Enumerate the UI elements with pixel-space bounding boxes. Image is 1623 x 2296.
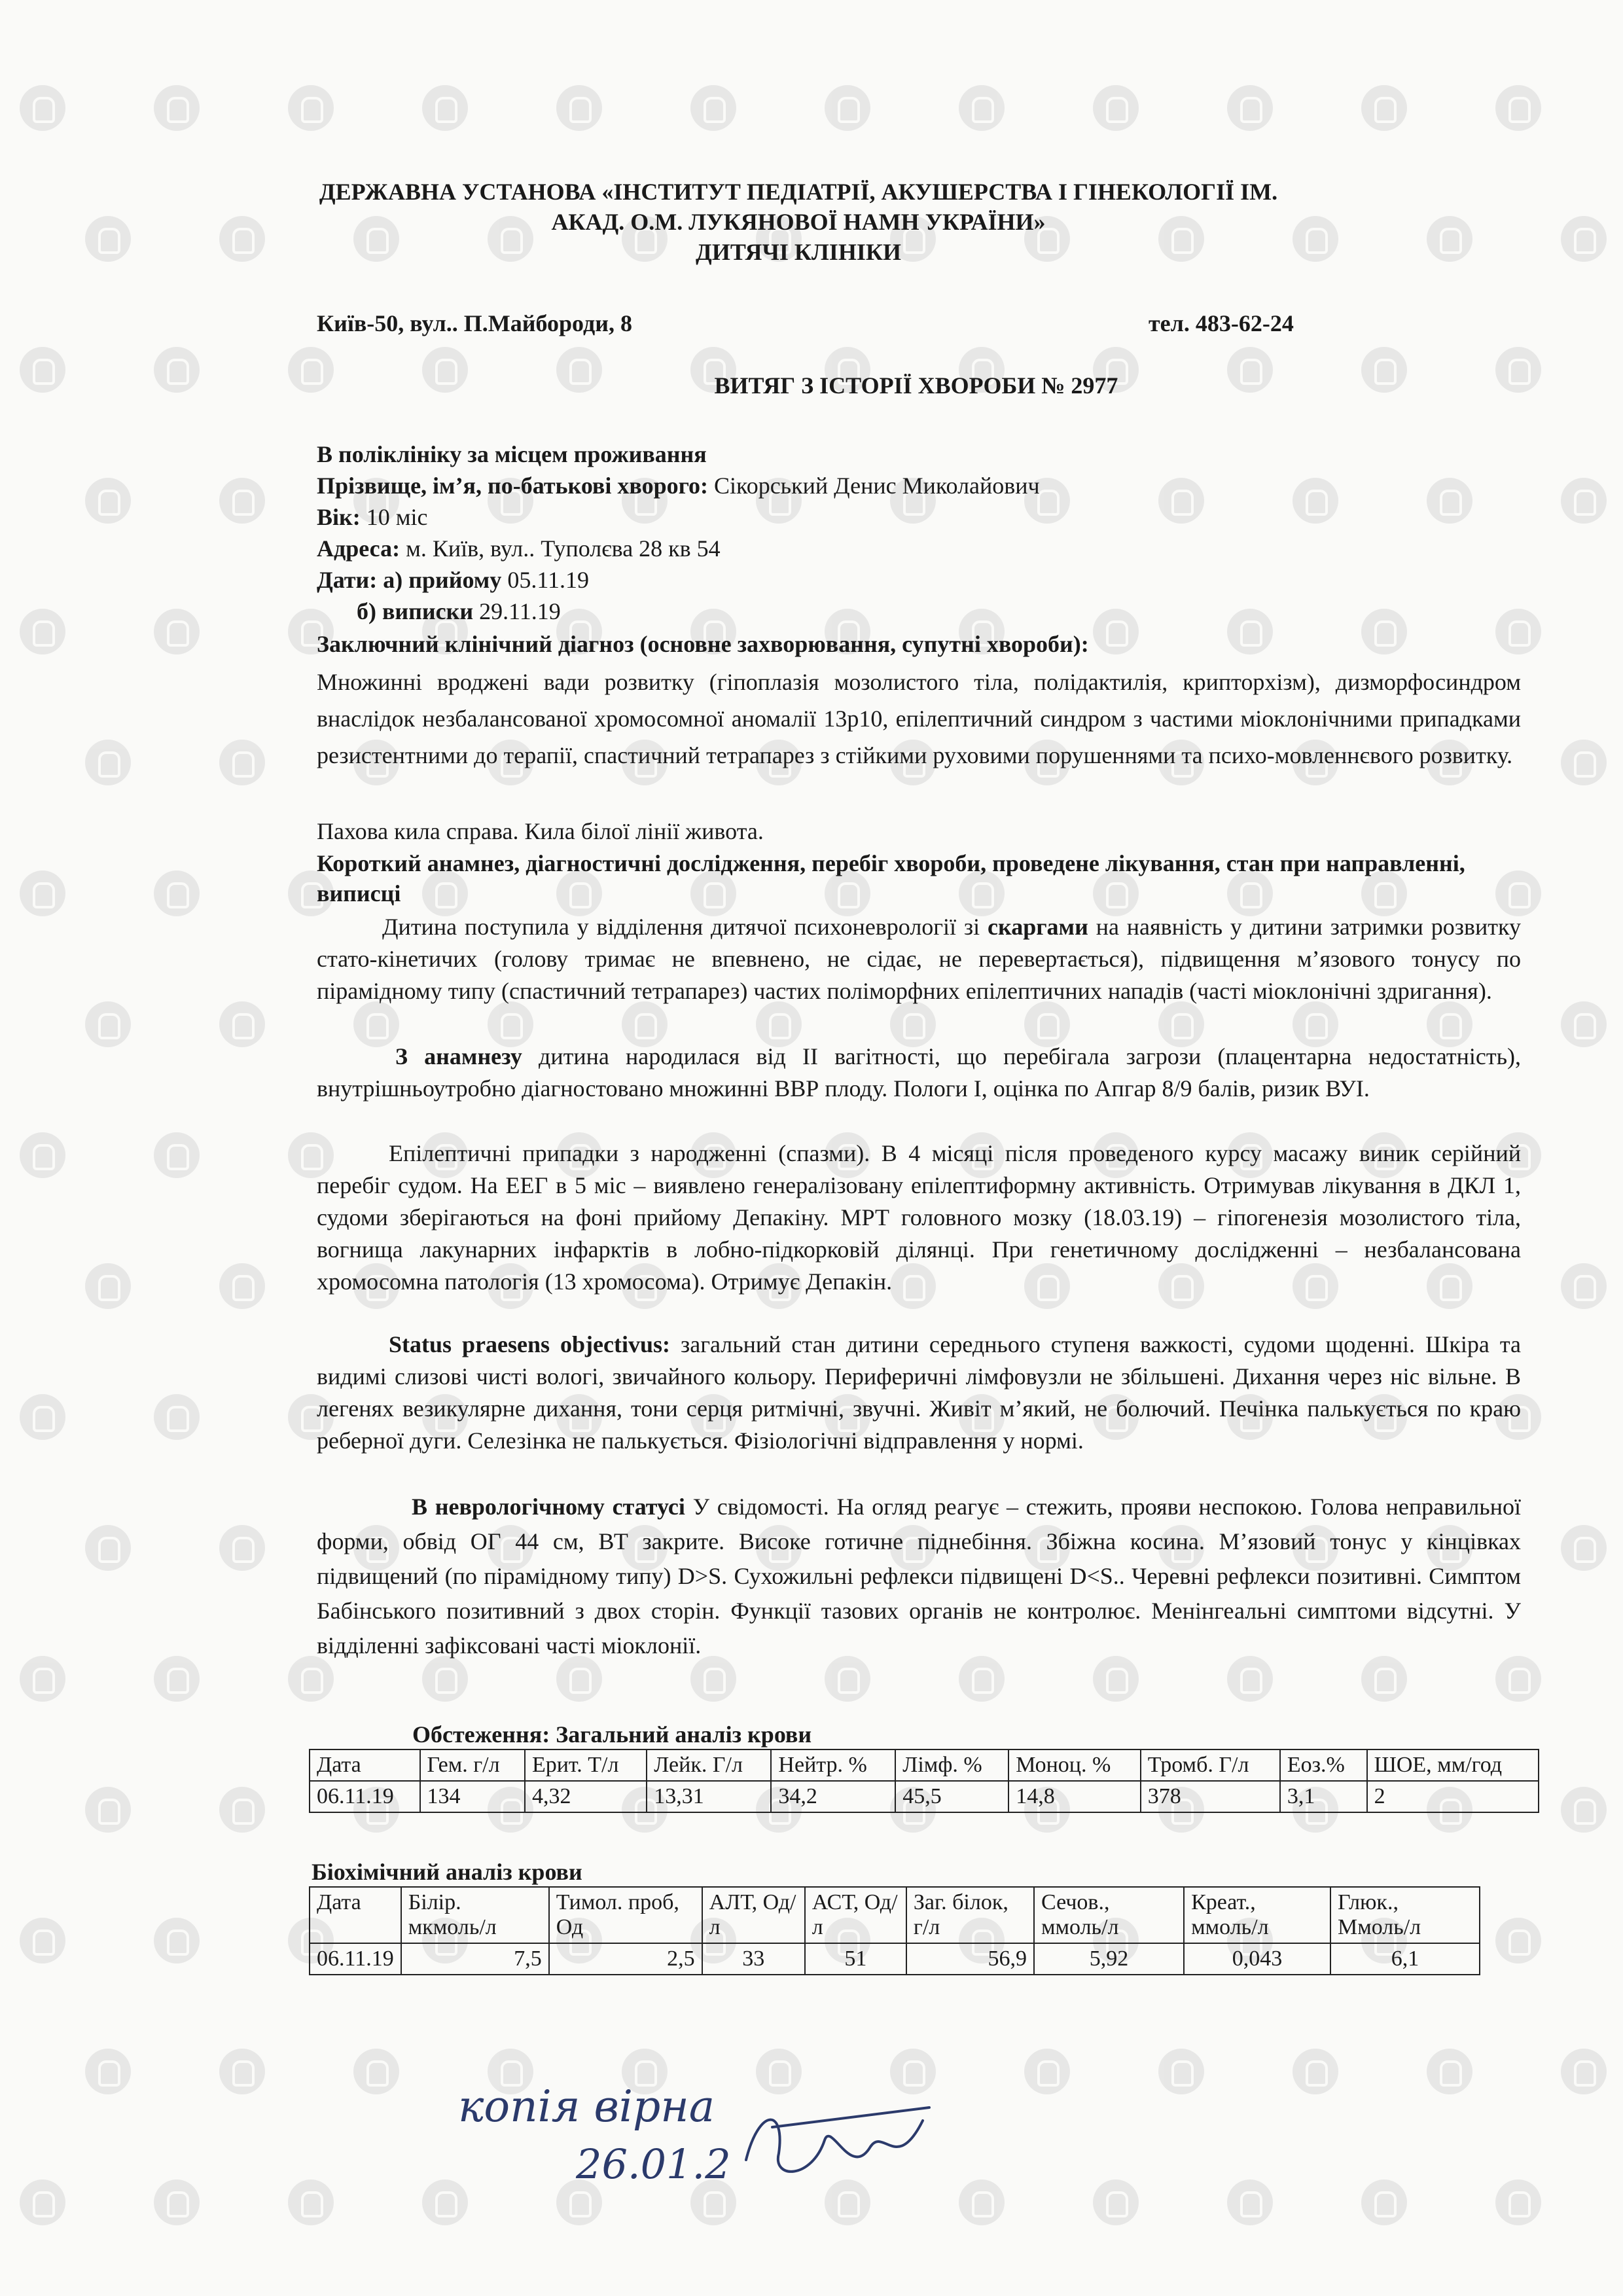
table-cell: 7,5 bbox=[401, 1943, 549, 1975]
watermark-logo-icon bbox=[20, 1918, 65, 1964]
table-cell: 378 bbox=[1141, 1781, 1280, 1812]
complaints-text: на наявність у дитини затримки розвитку стато-кінетичих (голову тримає не впевнено, не сідає, не перевертається), підвищення м’язового тонусу по пірамідному типу (спастичний тетрапарез) частих поліморфних епілептичних нападів (часті міоклонічні здригання). bbox=[317, 914, 1521, 1004]
biochem-analysis-table bbox=[309, 1886, 1480, 1975]
watermark-logo-icon bbox=[1227, 85, 1273, 131]
table-cell: 34,2 bbox=[771, 1781, 895, 1812]
patient-name-row bbox=[317, 471, 1040, 500]
table-cell: 5,92 bbox=[1034, 1943, 1184, 1975]
table-header-cell: Сечов., ммоль/л bbox=[1034, 1887, 1184, 1943]
watermark-logo-icon bbox=[20, 1132, 65, 1178]
watermark-logo-icon bbox=[556, 85, 602, 131]
table-header-cell: Білір. мкмоль/л bbox=[401, 1887, 549, 1943]
watermark-logo-icon bbox=[85, 1787, 131, 1833]
neuro-status-paragraph bbox=[317, 1490, 1521, 1663]
institution-address: Київ-50, вул.. П.Майбороди, 8 bbox=[317, 310, 632, 336]
diagnosis-extra: Пахова кила справа. Кила білої лінії живота. bbox=[317, 818, 764, 844]
table-header-cell: Тимол. проб, Од bbox=[549, 1887, 702, 1943]
patient-age-label: Вік: bbox=[317, 504, 361, 530]
watermark-logo-icon bbox=[1495, 85, 1541, 131]
watermark-logo-icon bbox=[20, 85, 65, 131]
institution-name-line1: ДЕРЖАВНА УСТАНОВА «ІНСТИТУТ ПЕДІАТРІЇ, АКУШЕРСТВА І ГІНЕКОЛОГІЇ ІМ. bbox=[319, 179, 1278, 205]
institution-name-line2: АКАД. О.М. ЛУКЯНОВОЇ НАМН УКРАЇНИ» bbox=[551, 209, 1046, 235]
complaints-keyword: скаргами bbox=[988, 914, 1088, 940]
watermark-logo-icon bbox=[154, 85, 200, 131]
watermark-logo-icon bbox=[219, 1787, 265, 1833]
table-header-cell: Гем. г/л bbox=[420, 1749, 525, 1781]
watermark-logo-icon bbox=[154, 1918, 200, 1964]
table-header-cell: Нейтр. % bbox=[771, 1749, 895, 1781]
watermark-logo-icon bbox=[422, 85, 468, 131]
watermark-logo-icon bbox=[1158, 2049, 1204, 2094]
watermark-logo-icon bbox=[1227, 2179, 1273, 2225]
watermark-logo-icon bbox=[154, 609, 200, 655]
patient-address-label: Адреса: bbox=[317, 535, 401, 562]
table-cell: 06.11.19 bbox=[310, 1781, 420, 1812]
watermark-logo-icon bbox=[1093, 85, 1139, 131]
institution-phone: тел. 483-62-24 bbox=[1149, 310, 1294, 336]
watermark-logo-icon bbox=[1561, 1787, 1607, 1833]
watermark-logo-icon bbox=[288, 2179, 334, 2225]
table-cell: 0,043 bbox=[1184, 1943, 1330, 1975]
blood-analysis-heading: Обстеження: Загальний аналіз крови bbox=[412, 1721, 812, 1748]
table-cell: 06.11.19 bbox=[310, 1943, 401, 1975]
handwritten-date: 26.01.2 bbox=[576, 2140, 731, 2188]
watermark-logo-icon bbox=[1427, 216, 1472, 262]
table-cell: 51 bbox=[805, 1943, 906, 1975]
watermark-logo-icon bbox=[1561, 216, 1607, 262]
diagnosis-text: Множинні вроджені вади розвитку (гіпоплазія мозолистого тіла, полідактилія, крипторхізм), дизморфосиндром внаслідок незбалансованої хромосомної аномалії 13р10, епілептичний синдром з частими міоклонічними припадками резистентними до терапії, спастичний тетрапарез з стійкими руховими порушеннями та психо-мовленнєвого розвитку. bbox=[317, 669, 1521, 768]
table-cell: 3,1 bbox=[1280, 1781, 1367, 1812]
watermark-logo-icon bbox=[1361, 609, 1407, 655]
watermark-logo-icon bbox=[1024, 2049, 1070, 2094]
table-cell: 6,1 bbox=[1330, 1943, 1480, 1975]
handwritten-signature bbox=[733, 2081, 942, 2199]
watermark-logo-icon bbox=[690, 85, 736, 131]
biochem-analysis-heading: Біохімічний аналіз крови bbox=[312, 1859, 582, 1885]
anamnesis-paragraph-complaints bbox=[317, 911, 1521, 1007]
table-header-cell: Ерит. Т/л bbox=[525, 1749, 647, 1781]
watermark-logo-icon bbox=[1495, 1918, 1541, 1964]
watermark-logo-icon bbox=[1495, 609, 1541, 655]
watermark-logo-icon bbox=[219, 478, 265, 524]
status-praesens-text: загальний стан дитини середнього ступеня важкості, судоми щоденні. Шкіра та видимі слизові чисті вологі, звичайного кольору. Периферичні лімфовузли не збільшені. Дихання через ніс вільне. В легенях везикулярне дихання, тони серця ритмічні, звучні. Живіт м’який, не болючий. Печінка палькується по краю реберної дуги. Селезінка не палькується. Фізіологічні відправлення у нормі. bbox=[317, 1331, 1521, 1454]
table-header-cell: ШОЕ, мм/год bbox=[1367, 1749, 1539, 1781]
watermark-logo-icon bbox=[1093, 2179, 1139, 2225]
table-header-cell: Еоз.% bbox=[1280, 1749, 1367, 1781]
table-cell: 14,8 bbox=[1008, 1781, 1141, 1812]
table-header-cell: Тромб. Г/л bbox=[1141, 1749, 1280, 1781]
table-cell: 33 bbox=[702, 1943, 805, 1975]
watermark-logo-icon bbox=[1561, 1525, 1607, 1571]
table-cell: 13,31 bbox=[647, 1781, 771, 1812]
watermark-logo-icon bbox=[219, 740, 265, 785]
neuro-status-text: У свідомості. На огляд реагує – стежить, прояви неспокою. Голова неправильної форми, обвід ОГ 44 см, ВТ закрите. Високе готичне піднебіння. Збіжна косина. М’язовий тонус у кінцівках підвищений (по пірамідному типу) D>S. Сухожильні рефлекси підвищені D<S.. Черевні рефлекси позитивні. Симптом Бабінського позитивний з двох сторін. Функції тазових органів не контролює. Менінгеальні симптоми відсутні. У відділенні зафіксовані часті міоклонії. bbox=[317, 1494, 1521, 1659]
watermark-logo-icon bbox=[959, 85, 1005, 131]
watermark-logo-icon bbox=[85, 478, 131, 524]
table-row bbox=[310, 1781, 1539, 1812]
watermark-logo-icon bbox=[154, 1132, 200, 1178]
watermark-logo-icon bbox=[1427, 2049, 1472, 2094]
admission-date: 05.11.19 bbox=[501, 567, 589, 593]
table-header-cell: АЛТ, Од/л bbox=[702, 1887, 805, 1943]
table-cell: 2 bbox=[1367, 1781, 1539, 1812]
history-text: дитина народилася від II вагітності, що перебігала загрози (плацентарна недостатність), внутрішньоутробно діагностовано множинні ВВР плоду. Пологи I, оцінка по Апгар 8/9 балів, ризик ВУІ. bbox=[317, 1043, 1521, 1102]
watermark-logo-icon bbox=[1361, 85, 1407, 131]
table-cell: 45,5 bbox=[895, 1781, 1008, 1812]
status-praesens-paragraph bbox=[317, 1329, 1521, 1457]
watermark-logo-icon bbox=[85, 740, 131, 785]
watermark-logo-icon bbox=[20, 347, 65, 393]
table-header-cell: АСТ, Од/л bbox=[805, 1887, 906, 1943]
watermark-logo-icon bbox=[85, 1263, 131, 1309]
watermark-logo-icon bbox=[1427, 478, 1472, 524]
anamnesis-paragraph-history bbox=[317, 1041, 1521, 1105]
watermark-logo-icon bbox=[1158, 478, 1204, 524]
patient-address: м. Київ, вул.. Туполєва 28 кв 54 bbox=[400, 535, 721, 562]
watermark-logo-icon bbox=[1561, 740, 1607, 785]
table-header-cell: Лейк. Г/л bbox=[647, 1749, 771, 1781]
watermark-logo-icon bbox=[20, 870, 65, 916]
table-header-cell: Креат., ммоль/л bbox=[1184, 1887, 1330, 1943]
watermark-logo-icon bbox=[288, 347, 334, 393]
anamnesis-paragraph-epilepsy: Епілептичні припадки з народженні (спазми). В 4 місяці після проведеного курсу масажу виник серійний перебіг судом. На ЕЕГ в 5 міс – виявлено генералізовану епілептиформну активність. Отримував лікування в ДКЛ 1, судоми зберігаються на фоні прийому Депакіну. МРТ головного мозку (18.03.19) – гіпогенезія мозолистого тіла, вогнища лакунарних інфарктів в лобно-підкорковій ділянці. При генетичному дослідженні – незбалансована хромосомна патологія (13 хромосома). Отримує Депакін. bbox=[317, 1140, 1521, 1295]
table-cell: 2,5 bbox=[549, 1943, 702, 1975]
patient-age-row bbox=[317, 503, 428, 531]
blood-analysis-table bbox=[309, 1749, 1539, 1813]
watermark-logo-icon bbox=[288, 85, 334, 131]
watermark-logo-icon bbox=[154, 347, 200, 393]
patient-age: 10 міс bbox=[360, 504, 428, 530]
watermark-logo-icon bbox=[219, 2049, 265, 2094]
watermark-logo-icon bbox=[219, 1525, 265, 1571]
diagnosis-heading: Заключний клінічний діагноз (основне захворювання, супутні хвороби): bbox=[317, 631, 1089, 657]
watermark-logo-icon bbox=[1561, 1263, 1607, 1309]
watermark-logo-icon bbox=[20, 609, 65, 655]
patient-name-label: Прізвище, ім’я, по-батькові хворого: bbox=[317, 473, 709, 499]
patient-name: Сікорський Денис Миколайович bbox=[708, 473, 1040, 499]
neuro-status-keyword: В неврологічному статусі bbox=[412, 1494, 685, 1520]
discharge-date-label: б) виписки bbox=[357, 598, 474, 624]
table-cell: 134 bbox=[420, 1781, 525, 1812]
table-header-row bbox=[310, 1749, 1539, 1781]
watermark-logo-icon bbox=[20, 1656, 65, 1702]
table-header-row bbox=[310, 1887, 1480, 1943]
handwritten-certification: копія вірна bbox=[458, 2081, 715, 2132]
watermark-logo-icon bbox=[1561, 2049, 1607, 2094]
table-header-cell: Моноц. % bbox=[1008, 1749, 1141, 1781]
watermark-logo-icon bbox=[154, 870, 200, 916]
table-header-cell: Заг. білок, г/л bbox=[906, 1887, 1034, 1943]
watermark-logo-icon bbox=[1293, 2049, 1338, 2094]
recipient-line: В поліклініку за місцем проживання bbox=[317, 441, 707, 467]
table-row bbox=[310, 1943, 1480, 1975]
anamnesis-heading: Короткий анамнез, діагностичні дослідження, перебіг хвороби, проведене лікування, стан при направленні, виписці bbox=[317, 850, 1465, 906]
admission-date-row bbox=[317, 565, 589, 594]
institution-name-line3: ДИТЯЧІ КЛІНІКИ bbox=[696, 239, 901, 265]
discharge-date: 29.11.19 bbox=[473, 598, 561, 624]
watermark-logo-icon bbox=[85, 1525, 131, 1571]
watermark-logo-icon bbox=[85, 216, 131, 262]
watermark-logo-icon bbox=[1361, 2179, 1407, 2225]
watermark-logo-icon bbox=[219, 1263, 265, 1309]
watermark-logo-icon bbox=[154, 1394, 200, 1440]
table-header-cell: Дата bbox=[310, 1887, 401, 1943]
watermark-logo-icon bbox=[1093, 609, 1139, 655]
table-header-cell: Лімф. % bbox=[895, 1749, 1008, 1781]
watermark-logo-icon bbox=[1293, 478, 1338, 524]
watermark-logo-icon bbox=[422, 2179, 468, 2225]
watermark-logo-icon bbox=[154, 2179, 200, 2225]
watermark-logo-icon bbox=[353, 2049, 399, 2094]
watermark-logo-icon bbox=[825, 85, 870, 131]
document-title: ВИТЯГ З ІСТОРІЇ ХВОРОБИ № 2977 bbox=[714, 372, 1118, 399]
watermark-logo-icon bbox=[20, 2179, 65, 2225]
discharge-date-row bbox=[357, 597, 561, 626]
table-header-cell: Глюк., Ммоль/л bbox=[1330, 1887, 1480, 1943]
watermark-logo-icon bbox=[1495, 2179, 1541, 2225]
watermark-logo-icon bbox=[20, 1394, 65, 1440]
history-keyword: З анамнезу bbox=[395, 1043, 522, 1069]
watermark-logo-icon bbox=[1561, 1001, 1607, 1047]
watermark-logo-icon bbox=[85, 1001, 131, 1047]
watermark-logo-icon bbox=[959, 2179, 1005, 2225]
watermark-logo-icon bbox=[1561, 478, 1607, 524]
patient-address-row bbox=[317, 534, 721, 563]
watermark-logo-icon bbox=[219, 216, 265, 262]
admission-date-label: Дати: а) прийому bbox=[317, 567, 502, 593]
table-cell: 56,9 bbox=[906, 1943, 1034, 1975]
watermark-logo-icon bbox=[1227, 609, 1273, 655]
watermark-logo-icon bbox=[219, 1001, 265, 1047]
status-praesens-keyword: Status praesens objectivus: bbox=[389, 1331, 670, 1357]
watermark-logo-icon bbox=[1495, 347, 1541, 393]
watermark-logo-icon bbox=[154, 1656, 200, 1702]
table-cell: 4,32 bbox=[525, 1781, 647, 1812]
table-header-cell: Дата bbox=[310, 1749, 420, 1781]
complaints-intro: Дитина поступила у відділення дитячої психоневрології зі bbox=[382, 914, 988, 940]
watermark-logo-icon bbox=[85, 2049, 131, 2094]
